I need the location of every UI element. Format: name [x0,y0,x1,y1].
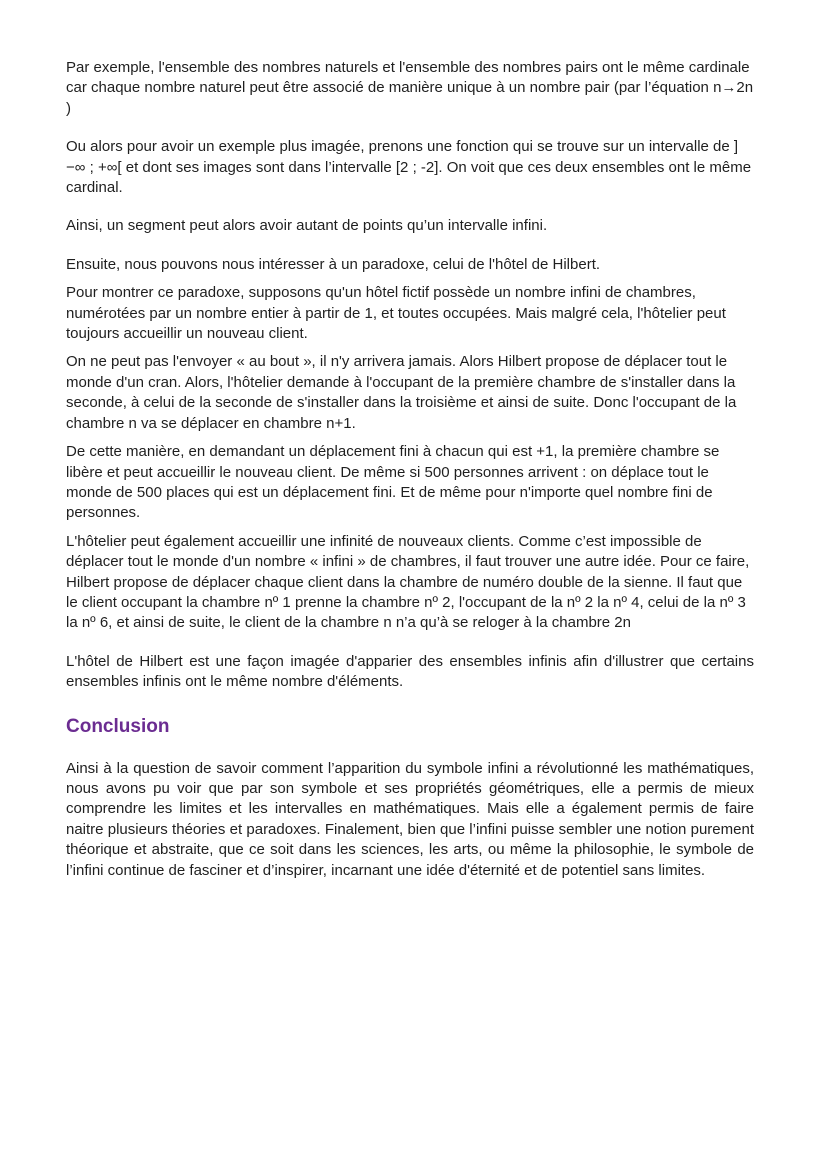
paragraph-hilbert-summary: L'hôtel de Hilbert est une façon imagée d'apparier des ensembles infinis afin d'illustrer que certains ensembles infinis ont le même nombre d'éléments. [66,652,754,691]
paragraph-hilbert-infinite: L'hôtelier peut également accueillir une infinité de nouveaux clients. Comme c’est impossible de déplacer tout le monde d'un nombre « infini » de chambres, il faut trouver une autre idée. Pour ce faire, Hilbert propose de déplacer chaque client dans la chambre de numéro double de la sienne. Il faut que le client occupant la chambre nº 1 prenne la chambre nº 2, l'occupant de la nº 2 la nº 4, celui de la nº 3 la nº 6, et ainsi de suite, le client de la chambre n n’a qu’à se reloger à la chambre 2n [66,532,750,632]
document-page [66,58,754,881]
paragraph-hilbert-setup: Pour montrer ce paradoxe, supposons qu'un hôtel fictif possède un nombre infini de chambres, numérotées par un nombre entier à partir de 1, et toutes occupées. Mais malgré cela, l'hôtelier peut toujours accueillir un nouveau client. [66,284,726,343]
paragraph-hilbert-intro: Ensuite, nous pouvons nous intéresser à un paradoxe, celui de l'hôtel de Hilbert. [66,255,601,273]
paragraph-hilbert-finite: De cette manière, en demandant un déplacement fini à chacun qui est +1, la première chambre se libère et peut accueillir le nouveau client. De même si 500 personnes arrivent : on déplace tout le monde de 500 places qui est un déplacement fini. Et de même pour n'importe quel nombre fini de personnes. [66,443,720,522]
paragraph-function-example: Ou alors pour avoir un exemple plus imagée, prenons une fonction qui se trouve sur un intervalle de ]−∞ ; +∞[ et dont ses images sont dans l’intervalle [2 ; -2]. On voit que ces deux ensembles ont le même cardinal. [66,138,752,197]
conclusion-heading: Conclusion [66,715,170,737]
conclusion-paragraph: Ainsi à la question de savoir comment l’apparition du symbole infini a révolutionné les mathématiques, nous avons pu voir que par son symbole et ses propriétés géométriques, elle a permis de mieux comprendre les limites et les intervalles en mathématiques. Mais elle a également permis de faire naitre plusieurs théories et paradoxes. Finalement, bien que l’infini puisse sembler une notion purement théorique et abstraite, que ce soit dans les sciences, les arts, ou même la philosophie, le symbole de l’infini continue de fasciner et d’inspirer, incarnant une idée d'éternité et de potentiel sans limites. [66,759,754,879]
paragraph-natural-even-numbers: Par exemple, l'ensemble des nombres naturels et l'ensemble des nombres pairs ont le même cardinale car chaque nombre naturel peut être associé de manière unique à un nombre pair (par l’équation n→2n ) [66,59,754,117]
paragraph-hilbert-shift: On ne peut pas l'envoyer « au bout », il n'y arrivera jamais. Alors Hilbert propose de déplacer tout le monde d'un cran. Alors, l'hôtelier demande à l'occupant de la première chambre de s'installer dans la seconde, à celui de la seconde de s'installer dans la troisième et ainsi de suite. Donc l'occupant de la chambre n va se déplacer en chambre n+1. [66,353,737,432]
paragraph-segment-interval: Ainsi, un segment peut alors avoir autant de points qu’un intervalle infini. [66,217,548,235]
